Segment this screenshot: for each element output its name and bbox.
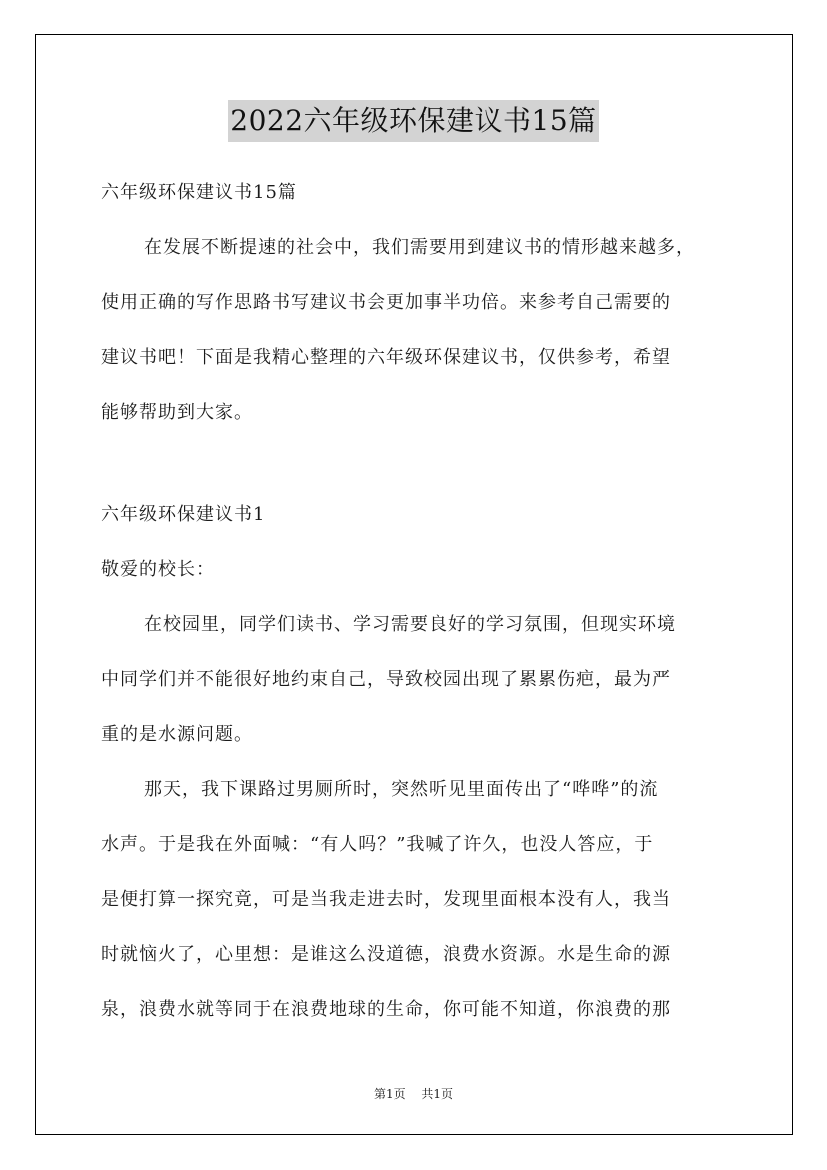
section-spacer <box>101 440 729 487</box>
intro-line: 建议书吧！下面是我精心整理的六年级环保建议书，仅供参考，希望 <box>101 347 671 368</box>
title-container <box>0 100 827 142</box>
document-title: 2022六年级环保建议书15篇 <box>228 100 598 142</box>
paragraph-line: 重的是水源问题。 <box>101 724 253 745</box>
paragraph-line: 是便打算一探究竟，可是当我走进去时，发现里面根本没有人，我当 <box>101 889 671 910</box>
document-body <box>101 165 729 1037</box>
paragraph-line: 时就恼火了，心里想：是谁这么没道德，浪费水资源。水是生命的源 <box>101 944 671 965</box>
paragraph-line: 中同学们并不能很好地约束自己，导致校园出现了累累伤疤，最为严 <box>101 669 671 690</box>
intro-line: 在发展不断提速的社会中，我们需要用到建议书的情形越来越多， <box>144 237 695 258</box>
paragraph-line: 那天，我下课路过男厕所时，突然听见里面传出了“哗哗”的流 <box>144 779 659 800</box>
paragraph-line: 水声。于是我在外面喊：“有人吗？”我喊了许久，也没人答应，于 <box>101 834 654 855</box>
paragraph-line: 在校园里，同学们读书、学习需要良好的学习氛围，但现实环境 <box>144 614 676 635</box>
salutation: 敬爱的校长： <box>101 559 215 580</box>
intro-line: 使用正确的写作思路书写建议书会更加事半功倍。来参考自己需要的 <box>101 292 671 313</box>
page-footer <box>0 1085 827 1102</box>
page-total: 共1页 <box>421 1087 454 1101</box>
paragraph-line: 泉，浪费水就等同于在浪费地球的生命，你可能不知道，你浪费的那 <box>101 999 671 1020</box>
page-number: 第1页 <box>373 1087 406 1101</box>
section-heading: 六年级环保建议书1 <box>101 504 266 525</box>
intro-line: 能够帮助到大家。 <box>101 402 253 423</box>
document-subtitle: 六年级环保建议书15篇 <box>101 182 297 203</box>
